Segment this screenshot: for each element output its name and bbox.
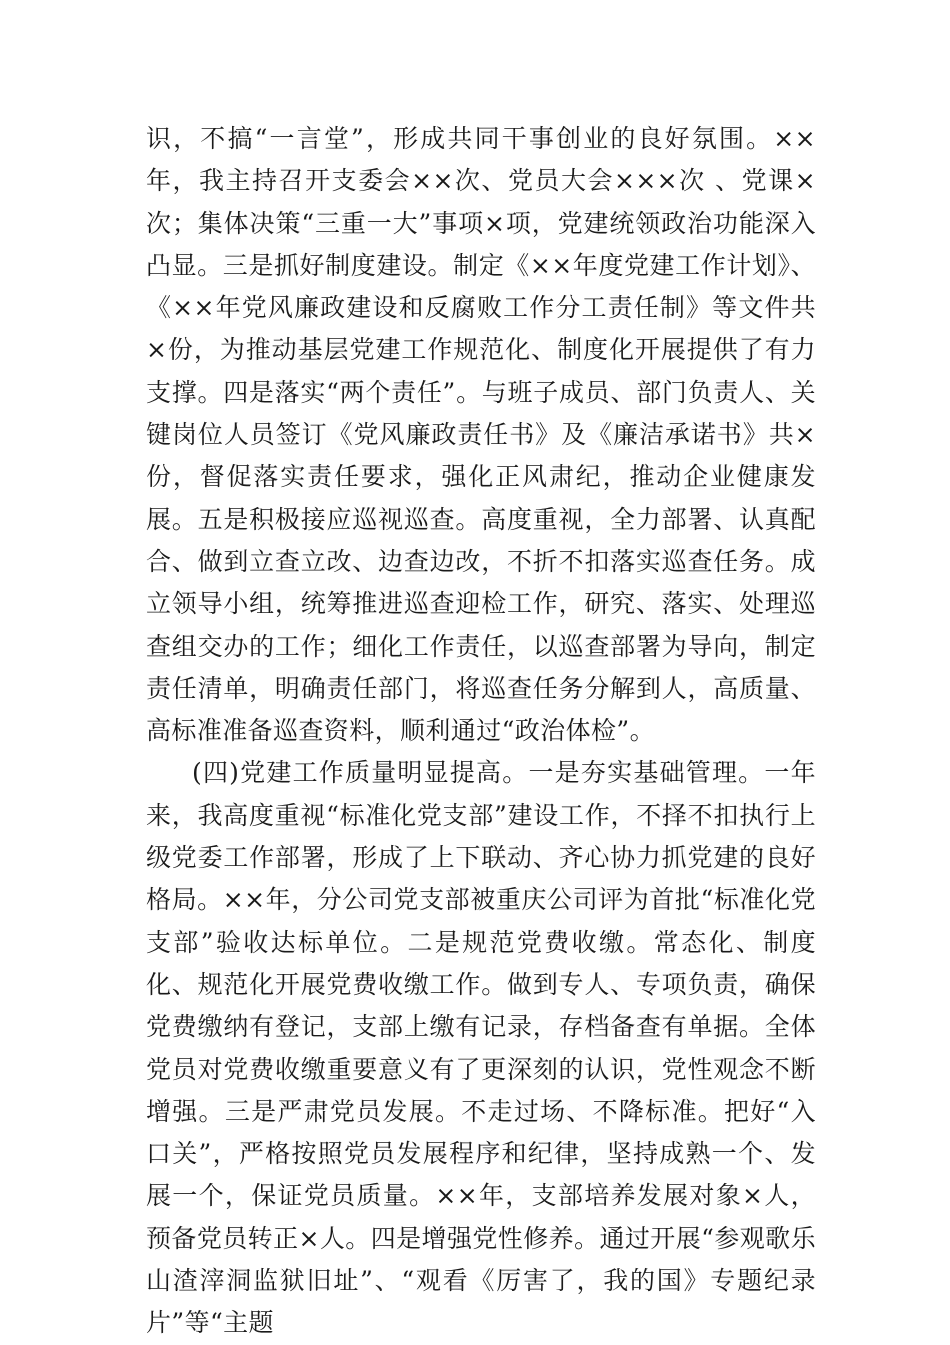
paragraph-2: (四)党建工作质量明显提高。一是夯实基础管理。一年来，我高度重视“标准化党支部”建设工作，不择不扣执行上级党委工作部署，形成了上下联动、齐心协力抓党建的良好格局。××年，分公司党支部被重庆公司评为首批“标准化党支部”验收达标单位。二是规范党费收缴。常态化、制度化、规范化开展党费收缴工作。做到专人、专项负责，确保党费缴纳有登记，支部上缴有记录，存档备查有单据。全体党员对党费收缴重要意义有了更深刻的认识，党性观念不断增强。三是严肃党员发展。不走过场、不降标准。把好“入口关”，严格按照党员发展程序和纪律，坚持成熟一个、发展一个，保证党员质量。××年，支部培养发展对象×人，预备党员转正×人。四是增强党性修养。通过开展“参观歌乐山渣滓洞监狱旧址”、“观看《厉害了，我的国》专题纪录片”等“主题: [146, 758, 816, 1338]
paragraph-1: 识，不搞“一言堂”，形成共同干事创业的良好氛围。××年，我主持召开支委会××次、党员大会×××次 、党课×次；集体决策“三重一大”事项×项，党建统领政治功能深入凸显。三是抓好制度建设。制定《××年度党建工作计划》、《××年党风廉政建设和反腐败工作分工责任制》等文件共×份，为推动基层党建工作规范化、制度化开展提供了有力支撑。四是落实“两个责任”。与班子成员、部门负责人、关键岗位人员签订《党风廉政责任书》及《廉洁承诺书》共×份，督促落实责任要求，强化正风肃纪，推动企业健康发展。五是积极接应巡视巡查。高度重视，全力部署、认真配合、做到立查立改、边查边改，不折不扣落实巡查任务。成立领导小组，统筹推进巡查迎检工作，研究、落实、处理巡查组交办的工作；细化工作责任，以巡查部署为导向，制定责任清单，明确责任部门，将巡查任务分解到人，高质量、高标准准备巡查资料，顺利通过“政治体检”。: [146, 124, 816, 746]
document-page: [146, 118, 816, 1345]
